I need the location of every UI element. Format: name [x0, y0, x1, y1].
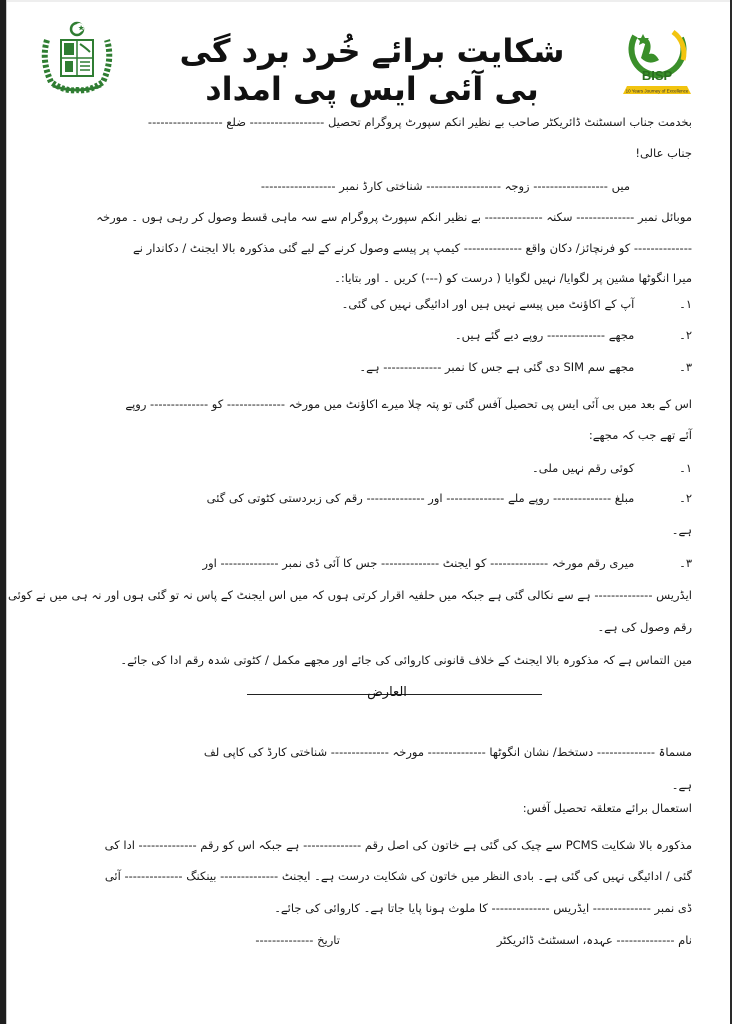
payment-status-line: گئی / ادائیگی نہیں کی گئی ہے۔ بادی النظر میں خاتون کی شکایت درست ہے۔ ایجنٹ -------------- بینکنگ -------------- آئی — [104, 869, 692, 883]
item-number: ۳۔ — [679, 360, 692, 374]
received-item-1 — [532, 460, 692, 476]
document-page — [7, 2, 730, 1024]
item-number: ۲۔ — [679, 491, 692, 505]
received-item-2 — [207, 490, 692, 506]
item-text: میری رقم مورخہ -------------- کو ایجنٹ -------------- جس کا آئی ڈی نمبر -------------- اور — [202, 556, 635, 570]
addressee-line: بخدمت جناب اسسٹنٹ ڈائریکٹر صاحب بے نظیر انکم سپورٹ پروگرام تحصیل ------------------ ضلع ------------------ — [147, 115, 692, 129]
bisp-logo-icon — [607, 24, 707, 104]
whereas-line: آئے تھے جب کہ مجھے: — [588, 428, 692, 442]
item-text: کوئی رقم نہیں ملی۔ — [532, 461, 635, 475]
officer-name-line: نام -------------- عہدہ، اسسٹنٹ ڈائریکٹر — [496, 933, 692, 947]
item-number: ۱۔ — [679, 461, 692, 475]
applicant-line: میں ------------------ زوجہ ------------------ شناختی کارڈ نمبر ------------------ — [260, 179, 630, 193]
received-item-2-end: ہے۔ — [671, 523, 692, 537]
account-line: اس کے بعد میں بی آئی ایس پی تحصیل آفس گئی تو پتہ چلا میرے اکاؤنٹ میں مورخہ -------------- کو -------------- روپے — [125, 397, 692, 411]
pakistan-emblem-icon — [37, 20, 117, 95]
thumb-line: میرا انگوٹھا مشین پر لگوایا/ نہیں لگوایا ( درست کو (---) کریں ۔ اور بتایا:۔ — [334, 271, 692, 285]
received-item-3 — [203, 555, 692, 571]
item-text: مبلغ -------------- روپے ملے -------------- اور -------------- رقم کی زبردستی کٹوتی کی گئی — [206, 491, 635, 505]
signature-line: مسماۃ -------------- دستخط/ نشان انگوٹھا -------------- مورخہ -------------- شناختی کارڈ کی کاپی لف — [203, 745, 692, 759]
request-line: مین التماس ہے کہ مذکورہ بالا ایجنٹ کے خلاف قانونی کاروائی کی جائے اور مجھے مکمل / کٹوتی شدہ رقم ادا کی جائے۔ — [120, 653, 692, 667]
bisp-logo-text: BISP — [641, 68, 673, 83]
applicant-label: العارض — [367, 685, 407, 700]
pcms-line: مذکورہ بالا شکایت PCMS سے چیک کی گئی ہے خاتون کی اصل رقم -------------- ہے جبکہ اس کو رقم -------------- ادا کی — [104, 838, 692, 852]
signature-line-end: ہے۔ — [671, 778, 692, 792]
item-number: ۲۔ — [679, 328, 692, 342]
item-number: ۱۔ — [679, 297, 692, 311]
bisp-ribbon-text: 10 Years Journey of Excellence — [625, 88, 689, 94]
franchise-line: -------------- کو فرنچائز/ دکان واقع -------------- کیمپ پر پیسے وصول کرنے کے لیے گئی مذکورہ بالا ایجنٹ / دکاندار نے — [133, 241, 692, 255]
date-line: تاریخ -------------- — [255, 933, 340, 947]
salutation: جناب عالی! — [635, 146, 692, 160]
page-title: شکایت برائے خُرد برد گی بی آئی ایس پی امداد — [179, 32, 565, 108]
agent-id-line: ڈی نمبر -------------- ایڈریس -------------- کا ملوث ہونا پایا جاتا ہے۔ کاروائی کی جائے۔ — [274, 901, 692, 915]
told-item-1 — [342, 296, 692, 312]
told-item-2 — [455, 327, 692, 343]
mobile-line: موبائل نمبر -------------- سکنہ -------------- بے نظیر انکم سپورٹ پروگرام سے سہ ماہی قسط وصول کر رہی ہوں ۔ مورخہ — [96, 210, 692, 224]
item-text: مجھے سم SIM دی گئی ہے جس کا نمبر -------------- ہے۔ — [359, 360, 635, 374]
item-text: آپ کے اکاؤنٹ میں پیسے نہیں ہیں اور ادائیگی نہیں کی گئی۔ — [341, 297, 635, 311]
item-text: مجھے -------------- روپے دیے گئے ہیں۔ — [454, 328, 635, 342]
item-number: ۳۔ — [679, 556, 692, 570]
amount-received-line: رقم وصول کی ہے۔ — [597, 620, 692, 634]
told-item-3 — [359, 359, 692, 375]
address-oath-line: ایڈریس -------------- ہے سے نکالی گئی ہے جبکہ میں حلفیہ اقرار کرتی ہوں کہ میں اس ایجنٹ کے پاس نہ تو گئی ہوں اور نہ ہی میں نے کوئی — [7, 588, 692, 602]
office-use-heading: استعمال برائے متعلقہ تحصیل آفس: — [522, 801, 692, 815]
